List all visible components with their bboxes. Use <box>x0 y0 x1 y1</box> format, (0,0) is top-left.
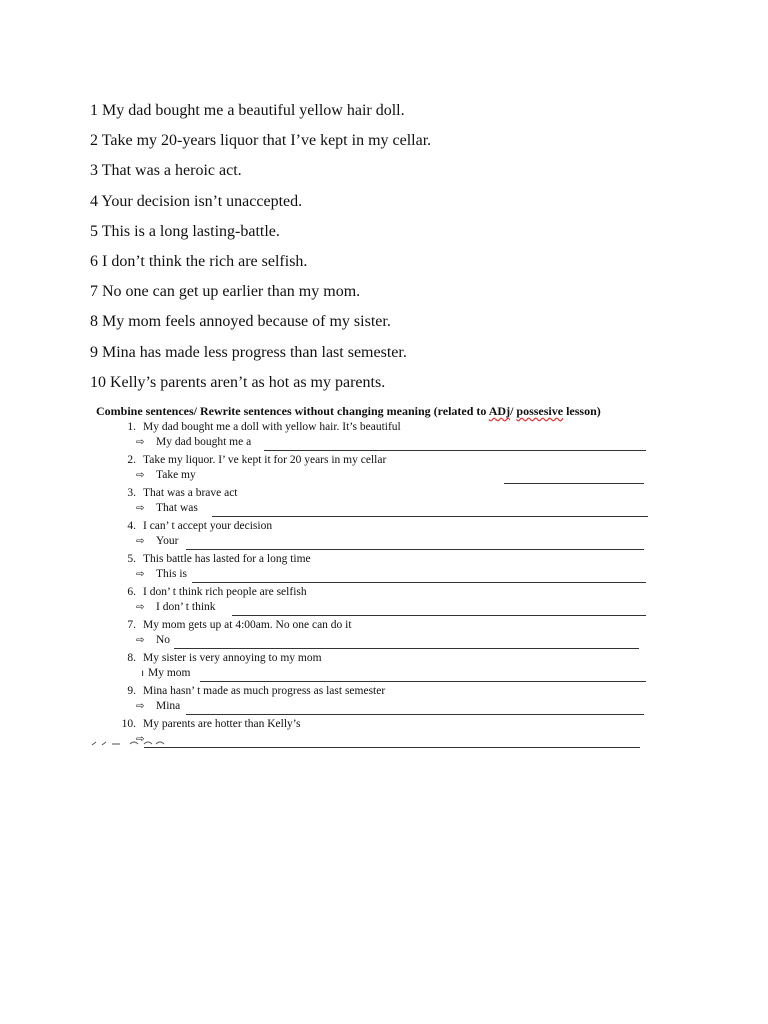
item-number: 10. <box>121 718 136 730</box>
arrow-icon: ⇨ <box>136 437 145 448</box>
item-number: 9. <box>127 685 136 697</box>
answer-blank <box>174 648 639 649</box>
item-number: 4. <box>127 520 136 532</box>
exercise-item <box>96 421 656 454</box>
item-question: My sister is very annoying to my mom <box>143 652 322 664</box>
item-prompt: That was <box>156 502 198 514</box>
answer-blank <box>200 681 646 682</box>
answer-line: 8 My mom feels annoyed because of my sister. <box>90 313 391 331</box>
item-prompt: No <box>156 634 171 646</box>
item-prompt: Mina <box>156 700 181 712</box>
exercise-item <box>96 685 656 718</box>
item-prompt: This is <box>156 568 187 580</box>
title-possessive: possesive <box>516 404 564 418</box>
exercise-item <box>96 553 656 586</box>
worksheet-title <box>96 404 656 419</box>
bullet-icon: ı <box>141 668 144 679</box>
item-prompt: Take my <box>156 469 196 481</box>
scribble-marks <box>90 739 180 747</box>
item-number: 8. <box>127 652 136 664</box>
arrow-icon: ⇨ <box>136 569 145 580</box>
item-question: I can’ t accept your decision <box>143 520 273 532</box>
item-prompt: Your <box>156 535 179 547</box>
item-question: This battle has lasted for a long time <box>143 553 311 565</box>
title-text: / <box>510 404 517 418</box>
answer-blank <box>192 582 646 583</box>
title-text: Combine sentences/ Rewrite sentences without changing meaning (related to <box>96 404 489 418</box>
answer-blank <box>504 483 644 484</box>
answer-line: 4 Your decision isn’t unaccepted. <box>90 192 303 210</box>
answer-blank <box>144 747 640 748</box>
answer-line: 10 Kelly’s parents aren’t as hot as my parents. <box>90 373 386 391</box>
exercise-item <box>96 619 656 652</box>
item-number: 2. <box>127 454 136 466</box>
answer-blank <box>186 714 644 715</box>
exercise-item <box>96 520 656 553</box>
item-number: 7. <box>127 619 136 631</box>
arrow-icon: ⇨ <box>136 701 145 712</box>
answer-line: 6 I don’t think the rich are selfish. <box>90 252 308 270</box>
item-question: My parents are hotter than Kelly’s <box>143 718 301 730</box>
answer-line: 1 My dad bought me a beautiful yellow hair doll. <box>90 102 405 119</box>
arrow-icon: ⇨ <box>136 602 145 613</box>
exercise-item <box>96 487 656 520</box>
answer-blank <box>232 615 646 616</box>
answer-line: 3 That was a heroic act. <box>90 162 242 180</box>
answer-line: 7 No one can get up earlier than my mom. <box>90 283 361 301</box>
answer-line: 2 Take my 20-years liquor that I’ve kept in my cellar. <box>90 132 432 150</box>
item-number: 1. <box>127 421 136 433</box>
arrow-icon: ⇨ <box>136 503 145 514</box>
exercise-item <box>96 586 656 619</box>
worksheet-image <box>96 404 656 751</box>
answer-blank <box>264 450 646 451</box>
item-prompt: My mom <box>148 667 191 679</box>
item-question: My dad bought me a doll with yellow hair. It’s beautiful <box>143 421 401 433</box>
answer-line: 5 This is a long lasting-battle. <box>90 222 280 240</box>
item-question: Take my liquor. I’ ve kept it for 20 years in my cellar <box>143 454 387 466</box>
arrow-icon: ⇨ <box>136 734 145 745</box>
answer-list <box>90 99 431 401</box>
title-adj: ADj <box>488 404 511 418</box>
exercise-item <box>96 652 656 685</box>
answer-blank <box>212 516 648 517</box>
item-prompt: My dad bought me a <box>156 436 252 448</box>
item-number: 3. <box>127 487 136 499</box>
item-prompt: I don’ t think <box>156 601 216 613</box>
title-text: lesson) <box>563 404 601 418</box>
item-number: 5. <box>127 553 136 565</box>
arrow-icon: ⇨ <box>136 470 145 481</box>
item-question: My mom gets up at 4:00am. No one can do it <box>143 619 352 631</box>
exercise-item <box>96 718 656 751</box>
item-question: Mina hasn’ t made as much progress as last semester <box>143 685 386 697</box>
item-question: I don’ t think rich people are selfish <box>143 586 307 598</box>
arrow-icon: ⇨ <box>136 536 145 547</box>
answer-line: 9 Mina has made less progress than last semester. <box>90 343 407 361</box>
answer-blank <box>186 549 644 550</box>
cropped-scribble <box>90 739 180 750</box>
item-question: That was a brave act <box>143 487 238 499</box>
arrow-icon: ⇨ <box>136 635 145 646</box>
item-number: 6. <box>127 586 136 598</box>
exercise-item <box>96 454 656 487</box>
